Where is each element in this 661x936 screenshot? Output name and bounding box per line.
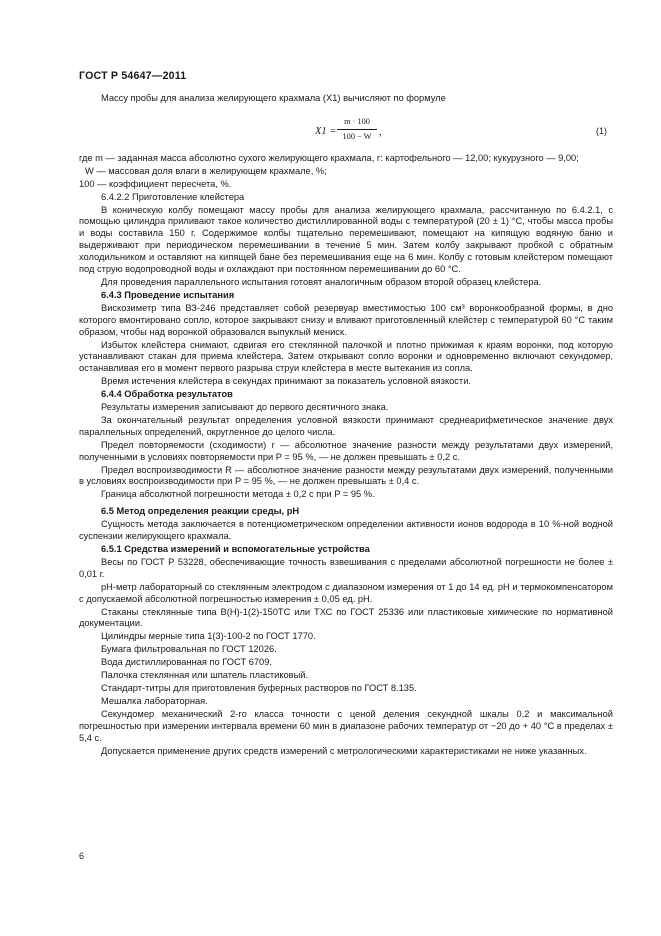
paragraph: Допускается применение других средств измерений с метрологическими характеристиками не ниже указанных.: [101, 745, 587, 756]
formula-trailing: ,: [379, 126, 382, 138]
paragraph: Сущность метода заключается в потенциометрическом определении активности ионов водорода в 10 %-ной водной суспензии желирующего крахмала.: [79, 519, 613, 542]
paragraph: Время истечения клейстера в секундах принимают за показатель условной вязкости.: [101, 376, 471, 387]
formula-lhs: X1 =: [315, 125, 337, 137]
where-line-w: W — массовая доля влаги в желирующем крахмале, %;: [85, 165, 327, 176]
formula-denominator: 100 − W: [342, 131, 372, 141]
paragraph: Для проведения параллельного испытания готовят аналогичным образом второй образец клейстера.: [101, 276, 542, 287]
paragraph: Предел повторяемости (сходимости) r — абсолютное значение разности между результатами двух измерений, полученными в условиях повторяемости при P = 95 %, — не должен превышать ± 0,2 с.: [79, 439, 613, 462]
paragraph: Вода дистиллированная по ГОСТ 6709.: [101, 657, 272, 668]
document-header: ГОСТ Р 54647—2011: [79, 70, 187, 82]
where-line-100: 100 — коэффициент пересчета, %.: [79, 178, 232, 189]
paragraph: Палочка стеклянная или шпатель пластиковый.: [101, 670, 309, 681]
paragraph: Вискозиметр типа ВЗ-246 представляет собой резервуар вместимостью 100 см³ воронкообразной формы, в дно которого вмонтировано сопло, которое закрывают снизу и вливают приготовленный клейстер с температурой 60 °С таким образом, чтобы над воронкой образовался выпуклый мениск.: [79, 302, 613, 337]
section-heading: 6.4.4 Обработка результатов: [101, 389, 233, 400]
formula-block: [79, 117, 613, 151]
paragraph: Избыток клейстера снимают, сдвигая его стеклянной палочкой и плотно прижимая к краям воронки, под которую устанавливают стакан для приема клейстера. Затем открывают сопло воронки и одновременно включают секундомер, останавливая его в момент первого разрыва струи клейстера в месте вытекания из сопла.: [79, 339, 613, 374]
section-heading: 6.5.1 Средства измерений и вспомогательные устройства: [101, 544, 370, 554]
paragraph: Граница абсолютной погрешности метода ± 0,2 с при P = 95 %.: [101, 489, 375, 500]
paragraph: Результаты измерения записывают до первого десятичного знака.: [101, 402, 389, 413]
paragraph: Секундомер механический 2-го класса точности с ценой деления секундной шкалы 0,2 и максимальной погрешностью при измерении интервала времени 60 мин в диапазоне рабочих температур от −20 до + 40 °С в пределах ± 5,4 с.: [79, 708, 613, 743]
paragraph: Бумага фильтровальная по ГОСТ 12026.: [101, 644, 277, 655]
where-line-m: где m — заданная масса абсолютно сухого желирующего крахмала, г: картофельного — 12,00; кукурузного — 9,00;: [79, 152, 579, 163]
section-heading: 6.5 Метод определения реакции среды, рН: [101, 506, 300, 517]
paragraph: Стаканы стеклянные типа В(Н)-1(2)-150ТС или ТХС по ГОСТ 25336 или пластиковые химические по нормативной документации.: [79, 606, 613, 629]
formula-fraction: [337, 116, 377, 143]
formula-intro: Массу пробы для анализа желирующего крахмала (X1) вычисляют по формуле: [101, 93, 446, 103]
paragraph: 6.4.2.2 Приготовление клейстера: [101, 191, 245, 202]
formula-number: (1): [596, 125, 607, 136]
paragraph: В коническую колбу помещают массу пробы для анализа желирующего крахмала, рассчитанную по 6.4.2.1, с помощью цилиндра приливают такое количество дистиллированной воды с температурой (20 ± 1) °С, чтобы масса пробы и воды составила 150 г. Содержимое колбы тщательно перемешивают, помещают на кипящую водяную баню и выдерживают при периодическом перемешивании в течение 5 мин. Затем колбу закрывают пробкой с обратным холодильником и оставляют на кипящей бане без перемешивания еще на 6 мин. Колбу с готовым клейстером помещают под струю водопроводной воды и охлаждают при постоянном перемешивании до 60 °С.: [79, 204, 613, 275]
paragraph: Стандарт-титры для приготовления буферных растворов по ГОСТ 8.135.: [101, 682, 417, 693]
section-heading: 6.4.3 Проведение испытания: [101, 289, 235, 300]
paragraph: Цилиндры мерные типа 1(3)-100-2 по ГОСТ 1770.: [101, 631, 316, 642]
paragraph: Мешалка лабораторная.: [101, 695, 208, 706]
paragraph: Предел воспроизводимости R — абсолютное значение разности между результатами двух измерений, полученными в условиях воспроизводимости при P = 95 %, — не должен превышать ± 0,4 с.: [79, 464, 613, 487]
paragraphs: [79, 192, 613, 758]
document-body: [79, 93, 613, 758]
formula-numerator: m · 100: [337, 116, 377, 130]
paragraph: За окончательный результат определения условной вязкости принимают среднеарифметическое значение двух параллельных определений, округленное до целого числа.: [79, 414, 613, 437]
paragraph: рН-метр лабораторный со стеклянным электродом с диапазоном измерения от 1 до 14 ед. рН и термокомпенсатором с допускаемой абсолютной погрешностью измерения ± 0,05 ед. рН.: [79, 581, 613, 604]
paragraph: Весы по ГОСТ Р 53228, обеспечивающие точность взвешивания с пределами абсолютной погрешности не более ± 0,01 г.: [79, 556, 613, 579]
page-number: 6: [79, 851, 85, 861]
